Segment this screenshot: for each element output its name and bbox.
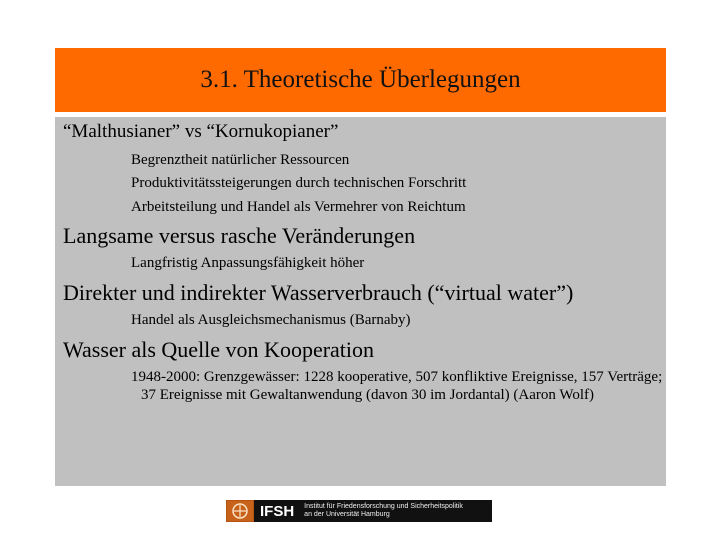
logo-institute-text [300,500,492,522]
slide-content [55,117,666,486]
section-heading: “Malthusianer” vs “Kornukopianer” [63,121,339,142]
bullet-item: 1948-2000: Grenzgewässer: 1228 kooperative, 507 konfliktive Ereignisse, 157 Verträge; 37 Ereignisse mit Gewaltanwendung (davon 30 im Jordantal) (Aaron Wolf) [131,369,663,403]
section-heading: Direkter und indirekter Wasserverbrauch (“virtual water”) [63,280,574,305]
bullet-item: Handel als Ausgleichsmechanismus (Barnaby) [131,312,411,328]
section-heading: Langsame versus rasche Veränderungen [63,223,416,248]
section-heading: Wasser als Quelle von Kooperation [63,337,375,362]
bullet-item: Produktivitätssteigerungen durch technischen Forschritt [131,175,467,191]
logo-name: IFSH [254,500,300,522]
bullet-item: Arbeitsteilung und Handel als Vermehrer von Reichtum [131,199,466,215]
footer-logo [226,500,492,522]
slide-title: 3.1. Theoretische Überlegungen [200,66,521,93]
logo-line: an der Universität Hamburg [304,511,390,518]
logo-line: Institut für Friedensforschung und Sicherheitspolitik [304,503,463,510]
bullet-item: Begrenztheit natürlicher Ressourcen [131,152,350,168]
bullet-item: Langfristig Anpassungsfähigkeit höher [131,255,365,271]
slide-title-bar [55,48,666,112]
ifsh-emblem-icon [226,500,254,522]
